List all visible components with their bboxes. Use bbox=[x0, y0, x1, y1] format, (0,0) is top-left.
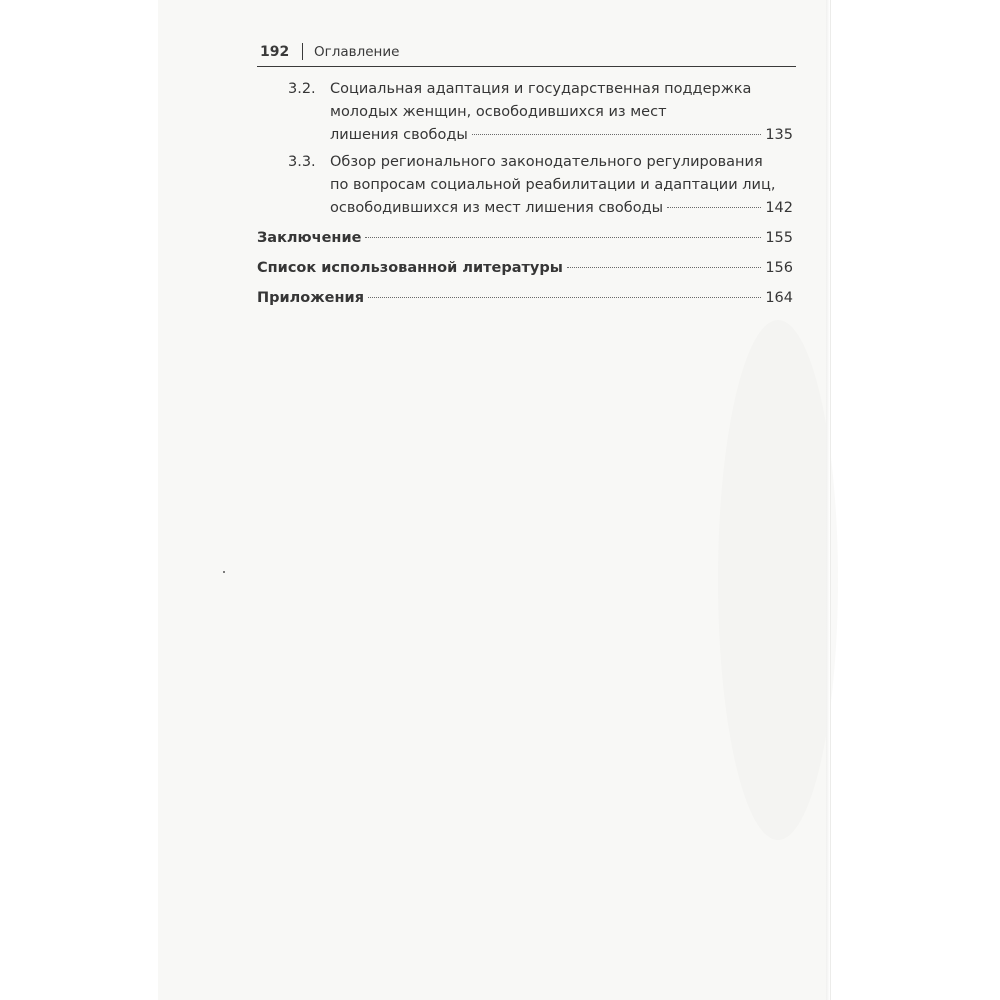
toc-entry-line bbox=[288, 151, 793, 174]
toc-entry-number: 3.2. bbox=[288, 81, 316, 97]
toc-page-ref: 156 bbox=[765, 260, 793, 276]
table-of-contents bbox=[257, 78, 793, 310]
toc-entry-3-3 bbox=[288, 151, 793, 220]
toc-entry-line bbox=[288, 197, 793, 220]
toc-page-ref: 135 bbox=[765, 127, 793, 143]
page-edge bbox=[826, 0, 830, 1000]
dot-leader bbox=[368, 297, 761, 298]
toc-entry-number: 3.3. bbox=[288, 154, 316, 170]
dot-leader bbox=[567, 267, 761, 268]
toc-entry-text: лишения свободы bbox=[330, 127, 468, 143]
dot-leader bbox=[472, 134, 762, 135]
toc-entry-title: Список использованной литературы bbox=[257, 260, 563, 276]
running-header bbox=[257, 40, 796, 67]
toc-entry-line bbox=[288, 78, 793, 101]
toc-entry-text: Обзор регионального законодательного регулирования bbox=[330, 154, 763, 170]
header-separator bbox=[302, 43, 303, 60]
toc-entry-appendices bbox=[257, 287, 793, 310]
page-number: 192 bbox=[260, 44, 290, 60]
toc-entry-bibliography bbox=[257, 257, 793, 280]
section-title: Оглавление bbox=[314, 44, 400, 60]
toc-entry-title: Приложения bbox=[257, 290, 365, 306]
toc-entry-text: Социальная адаптация и государственная поддержка bbox=[330, 81, 752, 97]
toc-page-ref: 155 bbox=[765, 230, 793, 246]
dot-leader bbox=[667, 207, 761, 208]
toc-entry-line: по вопросам социальной реабилитации и адаптации лиц, bbox=[330, 177, 776, 193]
toc-entry-conclusion bbox=[257, 227, 793, 250]
paper-speck bbox=[223, 571, 225, 573]
show-through-stain bbox=[718, 320, 838, 840]
toc-page-ref: 164 bbox=[765, 290, 793, 306]
toc-entry-line bbox=[288, 124, 793, 147]
dot-leader bbox=[365, 237, 761, 238]
toc-entry-text: освободившихся из мест лишения свободы bbox=[330, 200, 664, 216]
toc-entry-3-2 bbox=[288, 78, 793, 147]
toc-entry-line: молодых женщин, освободившихся из мест bbox=[330, 104, 667, 120]
toc-page-ref: 142 bbox=[765, 200, 793, 216]
toc-entry-title: Заключение bbox=[257, 230, 362, 246]
